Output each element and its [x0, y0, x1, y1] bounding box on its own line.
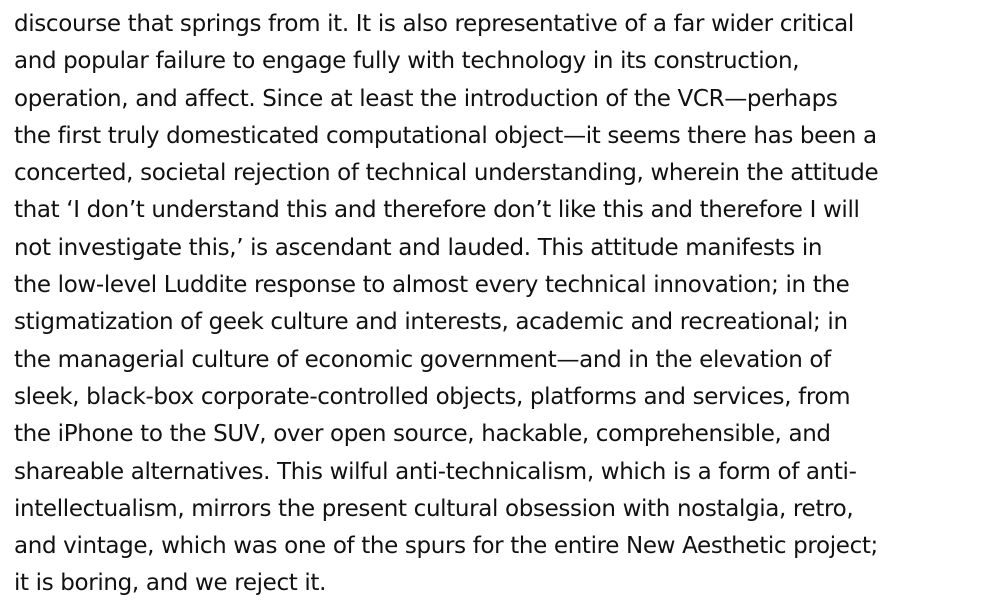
text-line: the managerial culture of economic government—and in the elevation of — [14, 346, 831, 373]
text-line: stigmatization of geek culture and interests, academic and recreational; in — [14, 309, 848, 336]
text-line: intellectualism, mirrors the present cultural obsession with nostalgia, retro, — [14, 495, 854, 522]
text-line: discourse that springs from it. It is also representative of a far wider critical — [14, 11, 854, 37]
text-line: and popular failure to engage fully with technology in its construction, — [14, 48, 800, 75]
text-line: sleek, black-box corporate-controlled objects, platforms and services, from — [14, 383, 851, 410]
text-line: not investigate this,’ is ascendant and lauded. This attitude manifests in — [14, 234, 823, 261]
text-line: shareable alternatives. This wilful anti-technicalism, which is a form of anti- — [14, 458, 857, 485]
text-line: that ‘I don’t understand this and therefore don’t like this and therefore I will — [14, 197, 860, 224]
body-paragraph — [14, 6, 994, 603]
text-line: the low-level Luddite response to almost every technical innovation; in the — [14, 272, 850, 299]
text-line: operation, and affect. Since at least the introduction of the VCR—perhaps — [14, 85, 838, 112]
text-line: the first truly domesticated computational object—it seems there has been a — [14, 122, 877, 149]
text-line: concerted, societal rejection of technical understanding, wherein the attitude — [14, 160, 879, 187]
text-page — [14, 6, 994, 603]
text-line: the iPhone to the SUV, over open source, hackable, comprehensible, and — [14, 421, 831, 448]
text-line: it is boring, and we reject it. — [14, 570, 327, 597]
text-line: and vintage, which was one of the spurs for the entire New Aesthetic project; — [14, 533, 878, 560]
